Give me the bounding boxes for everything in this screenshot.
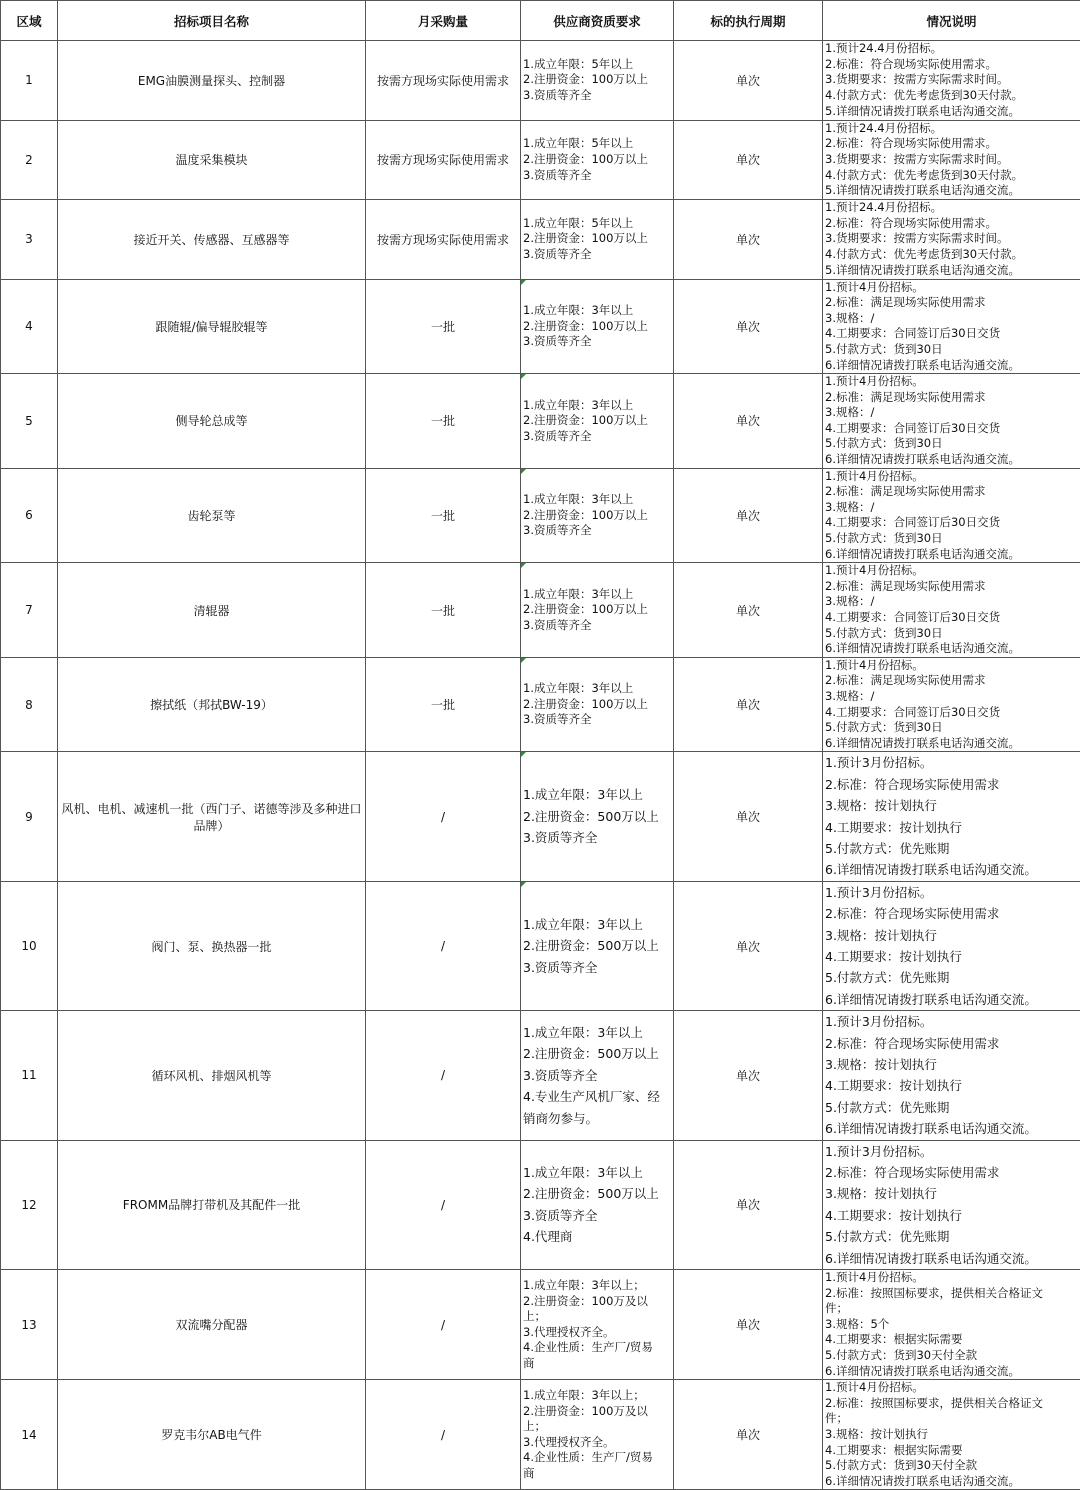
cell-comment-marker [521,374,526,379]
table-row [1,1011,1080,1140]
requirement-line: 1.成立年限：3年以上 [523,681,673,697]
requirement-line: 1.成立年限：3年以上； [523,1388,673,1404]
execution-period-cell: 单次 [674,279,823,374]
note-line: 1.预计24.4月份招标。 [825,200,1080,216]
note-line: 2.标准：符合现场实际使用需求 [825,1162,1080,1183]
note-line: 4.工期要求：合同签订后30日交货 [825,705,1080,721]
header-row [1,1,1080,41]
requirement-line: 4.企业性质：生产厂/贸易 [523,1340,673,1356]
monthly-quantity-cell: 按需方现场实际使用需求 [366,120,521,200]
note-line: 4.工期要求：根据实际需要 [825,1332,1080,1348]
note-line: 3.规格：按计划执行 [825,925,1080,946]
execution-period-cell: 单次 [674,1270,823,1380]
requirement-line: 1.成立年限：3年以上 [523,914,673,935]
notes-cell [823,374,1080,469]
note-line: 5.付款方式：优先账期 [825,967,1080,988]
header-project-name: 招标项目名称 [58,1,366,41]
supplier-requirements-cell [521,374,674,469]
notes-cell [823,279,1080,374]
monthly-quantity-cell: / [366,881,521,1010]
requirement-line: 1.成立年限：3年以上 [523,303,673,319]
notes-cell [823,752,1080,881]
requirement-line: 2.注册资金：100万以上 [523,231,673,247]
table-row [1,468,1080,563]
area-cell: 6 [1,468,58,563]
monthly-quantity-cell: / [366,1140,521,1269]
note-line: 5.详细情况请拨打联系电话沟通交流。 [825,263,1080,279]
notes-list [823,280,1080,374]
requirement-line: 1.成立年限：3年以上 [523,398,673,414]
notes-list [823,752,1080,880]
note-line: 4.付款方式：优先考虑货到30天付款。 [825,88,1080,104]
note-line: 6.详细情况请拨打联系电话沟通交流。 [825,989,1080,1010]
requirement-line: 上； [523,1309,673,1325]
note-line: 6.详细情况请拨打联系电话沟通交流。 [825,859,1080,880]
requirements-list [521,303,673,350]
supplier-requirements-cell [521,1270,674,1380]
note-line: 4.工期要求：按计划执行 [825,1205,1080,1226]
note-line: 1.预计4月份招标。 [825,374,1080,390]
execution-period-cell: 单次 [674,1140,823,1269]
note-line: 4.工期要求：按计划执行 [825,817,1080,838]
note-line: 5.详细情况请拨打联系电话沟通交流。 [825,183,1080,199]
project-name-cell: 阀门、泵、换热器一批 [58,881,366,1010]
note-line: 1.预计4月份招标。 [825,1270,1080,1286]
notes-list [823,41,1080,120]
note-line: 5.付款方式：优先账期 [825,838,1080,859]
note-line: 5.付款方式：货到30日 [825,342,1080,358]
table-row [1,1270,1080,1380]
note-line: 3.规格：5个 [825,1317,1080,1333]
note-line: 5.付款方式：货到30日 [825,626,1080,642]
area-cell: 3 [1,200,58,280]
notes-list [823,200,1080,279]
note-line: 4.付款方式：优先考虑货到30天付款。 [825,247,1080,263]
note-line: 1.预计3月份招标。 [825,1011,1080,1032]
requirement-line: 1.成立年限：3年以上； [523,1278,673,1294]
table-row [1,41,1080,121]
notes-cell [823,1140,1080,1269]
requirements-list [521,914,673,978]
monthly-quantity-cell: / [366,1011,521,1140]
note-line: 4.工期要求：按计划执行 [825,1075,1080,1096]
cell-comment-marker [521,752,526,757]
note-line: 6.详细情况请拨打联系电话沟通交流。 [825,1474,1080,1490]
note-line: 3.货期要求：按需方实际需求时间。 [825,152,1080,168]
note-line: 1.预计4月份招标。 [825,563,1080,579]
requirement-line: 3.资质等齐全 [523,429,673,445]
requirement-line: 3.资质等齐全 [523,957,673,978]
note-line: 3.货期要求：按需方实际需求时间。 [825,72,1080,88]
requirements-list [521,784,673,848]
note-line: 5.付款方式：货到30天付全款 [825,1458,1080,1474]
note-line: 1.预计4月份招标。 [825,658,1080,674]
requirement-line: 2.注册资金：100万以上 [523,508,673,524]
monthly-quantity-cell: 按需方现场实际使用需求 [366,41,521,121]
note-line: 5.付款方式：货到30日 [825,436,1080,452]
area-cell: 8 [1,657,58,752]
execution-period-cell: 单次 [674,1380,823,1490]
requirement-line: 1.成立年限：3年以上 [523,784,673,805]
requirement-line: 3.资质等齐全 [523,168,673,184]
supplier-requirements-cell [521,563,674,658]
table-row [1,120,1080,200]
notes-list [823,658,1080,752]
requirement-line: 1.成立年限：3年以上 [523,492,673,508]
note-line: 2.标准：符合现场实际使用需求 [825,774,1080,795]
monthly-quantity-cell: 一批 [366,468,521,563]
requirement-line: 2.注册资金：100万以上 [523,413,673,429]
note-line: 2.标准：符合现场实际使用需求 [825,903,1080,924]
note-line: 3.规格：按计划执行 [825,1054,1080,1075]
requirement-line: 2.注册资金：500万以上 [523,1043,673,1064]
project-name-cell: 罗克韦尔AB电气件 [58,1380,366,1490]
notes-cell [823,120,1080,200]
note-line: 4.付款方式：优先考虑货到30天付款。 [825,168,1080,184]
header-area: 区域 [1,1,58,41]
note-line: 3.规格：按计划执行 [825,1183,1080,1204]
supplier-requirements-cell [521,41,674,121]
requirement-line: 3.资质等齐全 [523,88,673,104]
requirement-line: 1.成立年限：5年以上 [523,136,673,152]
supplier-requirements-cell [521,752,674,881]
note-line: 6.详细情况请拨打联系电话沟通交流。 [825,641,1080,657]
requirement-line: 3.代理授权齐全。 [523,1435,673,1451]
execution-period-cell: 单次 [674,374,823,469]
requirements-list [521,1388,673,1482]
note-line: 1.预计4月份招标。 [825,469,1080,485]
note-line: 6.详细情况请拨打联系电话沟通交流。 [825,1118,1080,1139]
area-cell: 14 [1,1380,58,1490]
note-line: 5.付款方式：优先账期 [825,1097,1080,1118]
supplier-requirements-cell [521,468,674,563]
note-line: 5.付款方式：货到30日 [825,720,1080,736]
note-line: 1.预计4月份招标。 [825,1380,1080,1396]
requirements-list [521,1278,673,1372]
note-line: 6.详细情况请拨打联系电话沟通交流。 [825,452,1080,468]
note-line: 1.预计24.4月份招标。 [825,121,1080,137]
project-name-cell: 接近开关、传感器、互感器等 [58,200,366,280]
notes-list [823,1380,1080,1489]
notes-list [823,121,1080,200]
note-line: 2.标准：符合现场实际使用需求 [825,1033,1080,1054]
requirement-line: 1.成立年限：5年以上 [523,57,673,73]
monthly-quantity-cell: 一批 [366,657,521,752]
table-row [1,752,1080,881]
supplier-requirements-cell [521,279,674,374]
execution-period-cell: 单次 [674,120,823,200]
execution-period-cell: 单次 [674,1011,823,1140]
table-row [1,279,1080,374]
requirement-line: 2.注册资金：100万以上 [523,602,673,618]
requirement-line: 3.资质等齐全 [523,827,673,848]
requirement-line: 2.注册资金：500万以上 [523,935,673,956]
note-line: 6.详细情况请拨打联系电话沟通交流。 [825,736,1080,752]
monthly-quantity-cell: / [366,1270,521,1380]
table-row [1,881,1080,1010]
cell-comment-marker [521,658,526,663]
requirement-line: 4.企业性质：生产厂/贸易 [523,1450,673,1466]
table-row [1,200,1080,280]
supplier-requirements-cell [521,120,674,200]
project-name-cell: 侧导轮总成等 [58,374,366,469]
project-name-cell: 双流嘴分配器 [58,1270,366,1380]
note-line: 1.预计3月份招标。 [825,752,1080,773]
header-execution-period: 标的执行周期 [674,1,823,41]
area-cell: 11 [1,1011,58,1140]
requirements-list [521,492,673,539]
area-cell: 10 [1,881,58,1010]
note-line: 2.标准：满足现场实际使用需求 [825,484,1080,500]
project-name-cell: 清辊器 [58,563,366,658]
supplier-requirements-cell [521,1380,674,1490]
cell-comment-marker [521,280,526,285]
project-name-cell: FROMM品牌打带机及其配件一批 [58,1140,366,1269]
requirement-line: 2.注册资金：100万以上 [523,152,673,168]
requirements-list [521,398,673,445]
requirements-list [521,681,673,728]
notes-list [823,563,1080,657]
area-cell: 2 [1,120,58,200]
note-line: 件； [825,1301,1080,1317]
table-row [1,374,1080,469]
note-line: 2.标准：符合现场实际使用需求。 [825,216,1080,232]
requirement-line: 2.注册资金：500万以上 [523,1183,673,1204]
note-line: 3.规格：/ [825,594,1080,610]
execution-period-cell: 单次 [674,881,823,1010]
requirement-line: 3.资质等齐全 [523,1065,673,1086]
header-monthly-quantity: 月采购量 [366,1,521,41]
requirement-line: 商 [523,1356,673,1372]
note-line: 4.工期要求：根据实际需要 [825,1443,1080,1459]
note-line: 3.规格：/ [825,500,1080,516]
note-line: 4.工期要求：合同签订后30日交货 [825,515,1080,531]
note-line: 2.标准：满足现场实际使用需求 [825,295,1080,311]
requirement-line: 1.成立年限：3年以上 [523,1162,673,1183]
monthly-quantity-cell: 一批 [366,374,521,469]
note-line: 1.预计24.4月份招标。 [825,41,1080,57]
note-line: 3.规格：/ [825,689,1080,705]
requirement-line: 商 [523,1466,673,1482]
requirement-line: 1.成立年限：5年以上 [523,216,673,232]
header-notes: 情况说明 [823,1,1080,41]
notes-cell [823,1270,1080,1380]
execution-period-cell: 单次 [674,468,823,563]
notes-cell [823,41,1080,121]
notes-list [823,1011,1080,1139]
table-row [1,1380,1080,1490]
requirement-line: 上； [523,1419,673,1435]
requirement-line: 3.资质等齐全 [523,618,673,634]
notes-cell [823,1011,1080,1140]
monthly-quantity-cell: 按需方现场实际使用需求 [366,200,521,280]
requirement-line: 2.注册资金：100万以上 [523,319,673,335]
notes-cell [823,200,1080,280]
table-row [1,563,1080,658]
note-line: 4.工期要求：按计划执行 [825,946,1080,967]
notes-cell [823,881,1080,1010]
requirement-line: 2.注册资金：100万及以 [523,1404,673,1420]
note-line: 3.规格：/ [825,311,1080,327]
table-row [1,1140,1080,1269]
requirements-list [521,1022,673,1129]
project-name-cell: 跟随辊/偏导辊胶辊等 [58,279,366,374]
execution-period-cell: 单次 [674,563,823,658]
supplier-requirements-cell [521,200,674,280]
cell-comment-marker [521,469,526,474]
requirement-line: 3.资质等齐全 [523,712,673,728]
supplier-requirements-cell [521,657,674,752]
note-line: 1.预计3月份招标。 [825,1141,1080,1162]
area-cell: 9 [1,752,58,881]
notes-list [823,1141,1080,1269]
requirement-line: 3.资质等齐全 [523,247,673,263]
monthly-quantity-cell: / [366,1380,521,1490]
note-line: 4.工期要求：合同签订后30日交货 [825,326,1080,342]
notes-list [823,882,1080,1010]
note-line: 5.付款方式：货到30天付全款 [825,1348,1080,1364]
note-line: 2.标准：按照国标要求，提供相关合格证文 [825,1286,1080,1302]
requirement-line: 4.代理商 [523,1226,673,1247]
monthly-quantity-cell: 一批 [366,563,521,658]
execution-period-cell: 单次 [674,752,823,881]
requirements-list [521,216,673,263]
area-cell: 1 [1,41,58,121]
note-line: 5.付款方式：优先账期 [825,1226,1080,1247]
note-line: 3.规格：按计划执行 [825,1427,1080,1443]
requirement-line: 1.成立年限：3年以上 [523,587,673,603]
area-cell: 4 [1,279,58,374]
notes-cell [823,1380,1080,1490]
notes-list [823,1270,1080,1379]
project-name-cell: 擦拭纸（邦拭BW-19） [58,657,366,752]
note-line: 2.标准：符合现场实际使用需求。 [825,136,1080,152]
notes-cell [823,468,1080,563]
monthly-quantity-cell: 一批 [366,279,521,374]
monthly-quantity-cell: / [366,752,521,881]
note-line: 2.标准：满足现场实际使用需求 [825,390,1080,406]
requirements-list [521,136,673,183]
project-name-cell: 齿轮泵等 [58,468,366,563]
requirement-line: 3.资质等齐全 [523,523,673,539]
note-line: 4.工期要求：合同签订后30日交货 [825,610,1080,626]
note-line: 5.详细情况请拨打联系电话沟通交流。 [825,104,1080,120]
requirement-line: 4.专业生产风机厂家、经 [523,1086,673,1107]
note-line: 3.规格：按计划执行 [825,795,1080,816]
requirement-line: 销商勿参与。 [523,1108,673,1129]
requirements-list [521,1162,673,1248]
note-line: 5.付款方式：货到30日 [825,531,1080,547]
area-cell: 12 [1,1140,58,1269]
project-name-cell: 风机、电机、减速机一批（西门子、诺德等涉及多种进口品牌） [58,752,366,881]
note-line: 2.标准：满足现场实际使用需求 [825,673,1080,689]
requirement-line: 3.资质等齐全 [523,334,673,350]
execution-period-cell: 单次 [674,200,823,280]
cell-comment-marker [521,563,526,568]
area-cell: 7 [1,563,58,658]
requirement-line: 1.成立年限：3年以上 [523,1022,673,1043]
note-line: 2.标准：符合现场实际使用需求。 [825,57,1080,73]
note-line: 4.工期要求：合同签订后30日交货 [825,421,1080,437]
note-line: 1.预计3月份招标。 [825,882,1080,903]
note-line: 6.详细情况请拨打联系电话沟通交流。 [825,1248,1080,1269]
requirement-line: 3.资质等齐全 [523,1205,673,1226]
notes-cell [823,657,1080,752]
note-line: 3.货期要求：按需方实际需求时间。 [825,231,1080,247]
project-name-cell: 温度采集模块 [58,120,366,200]
project-name-cell: EMG油膜测量探头、控制器 [58,41,366,121]
requirement-line: 2.注册资金：100万以上 [523,697,673,713]
header-supplier-requirements: 供应商资质要求 [521,1,674,41]
area-cell: 5 [1,374,58,469]
requirements-list [521,57,673,104]
requirement-line: 2.注册资金：500万以上 [523,806,673,827]
requirement-line: 2.注册资金：100万及以 [523,1294,673,1310]
requirements-list [521,587,673,634]
cell-comment-marker [521,882,526,887]
notes-list [823,374,1080,468]
notes-cell [823,563,1080,658]
note-line: 2.标准：满足现场实际使用需求 [825,579,1080,595]
execution-period-cell: 单次 [674,41,823,121]
table-row [1,657,1080,752]
note-line: 6.详细情况请拨打联系电话沟通交流。 [825,358,1080,374]
note-line: 6.详细情况请拨打联系电话沟通交流。 [825,547,1080,563]
project-name-cell: 循环风机、排烟风机等 [58,1011,366,1140]
note-line: 3.规格：/ [825,405,1080,421]
supplier-requirements-cell [521,1140,674,1269]
note-line: 件； [825,1411,1080,1427]
notes-list [823,469,1080,563]
note-line: 1.预计4月份招标。 [825,280,1080,296]
requirement-line: 3.代理授权齐全。 [523,1325,673,1341]
area-cell: 13 [1,1270,58,1380]
execution-period-cell: 单次 [674,657,823,752]
requirement-line: 2.注册资金：100万以上 [523,72,673,88]
supplier-requirements-cell [521,881,674,1010]
note-line: 6.详细情况请拨打联系电话沟通交流。 [825,1364,1080,1380]
note-line: 2.标准：按照国标要求，提供相关合格证文 [825,1396,1080,1412]
supplier-requirements-cell [521,1011,674,1140]
